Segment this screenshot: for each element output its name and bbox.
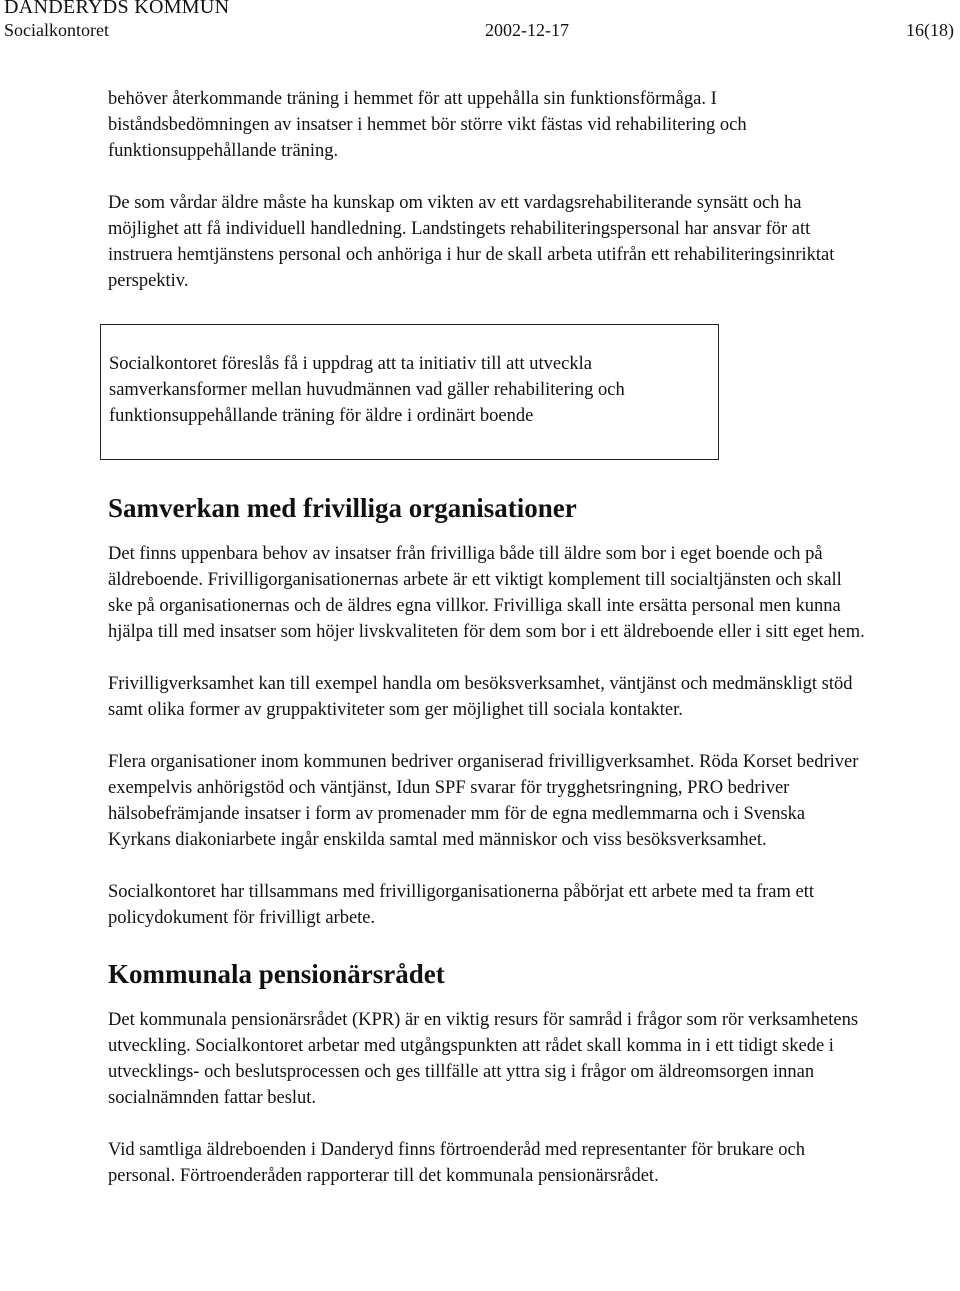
department-name: Socialkontoret [4,20,109,40]
council-paragraph-2: Vid samtliga äldreboenden i Danderyd finns förtroenderåd med representanter för brukare och personal. Förtroenderåden rapporterar till det kommunala pensionärsrådet. [108,1140,805,1186]
intro-paragraph-1: behöver återkommande träning i hemmet för att uppehålla sin funktionsförmåga. I biståndsbedömningen av insatser i hemmet bör större vikt fästas vid rehabilitering och funktionsuppehållande träning. [108,89,747,161]
volunteer-paragraph-2: Frivilligverksamhet kan till exempel handla om besöksverksamhet, väntjänst och medmänskligt stöd samt olika former av gruppaktiviteter som ger möjlighet till sociala kontakter. [108,674,853,720]
page-header [0,0,960,50]
municipality-name: DANDERYDS KOMMUN [4,0,230,18]
document-date: 2002-12-17 [485,20,569,40]
page-number: 16(18) [906,20,954,40]
section-heading-volunteer: Samverkan med frivilliga organisationer [108,493,577,523]
council-paragraph-1: Det kommunala pensionärsrådet (KPR) är en viktig resurs för samråd i frågor som rör verksamhetens utveckling. Socialkontoret arbetar med utgångspunkten att rådet skall komma in i ett tidigt skede i utvecklings- och beslutsprocessen och ges tillfälle att yttra sig i frågor om äldreomsorgen innan socialnämnden fattar beslut. [108,1010,859,1108]
volunteer-paragraph-1: Det finns uppenbara behov av insatser från frivilliga både till äldre som bor i eget boende och på äldreboende. Frivilligorganisationernas arbete är ett viktigt komplement till socialtjänsten och skall ske på organisationernas och de äldres egna villkor. Frivilliga skall inte ersätta personal men kunna hjälpa till med insatser som höjer livskvaliteten för dem som bor i ett äldreboende eller i sitt eget hem. [108,544,865,642]
volunteer-paragraph-4: Socialkontoret har tillsammans med frivilligorganisationerna påbörjat ett arbete med ta fram ett policydokument för frivilligt arbete. [108,882,815,928]
section-heading-pension-council: Kommunala pensionärsrådet [108,959,445,989]
proposal-box [100,324,719,460]
proposal-text: Socialkontoret föreslås få i uppdrag att ta initiativ till att utveckla samverkansformer mellan huvudmännen vad gäller rehabilitering och funktionsuppehållande träning för äldre i ordinärt boende [109,354,625,426]
intro-paragraph-2: De som vårdar äldre måste ha kunskap om vikten av ett vardagsrehabiliterande synsätt och ha möjlighet att få individuell handledning. Landstingets rehabiliteringspersonal har ansvar för att instruera hemtjänstens personal och anhöriga i hur de skall arbeta utifrån ett rehabiliteringsinriktat perspektiv. [108,193,835,291]
volunteer-paragraph-3: Flera organisationer inom kommunen bedriver organiserad frivilligverksamhet. Röda Korset bedriver exempelvis anhörigstöd och väntjänst, Idun SPF svarar för trygghetsringning, PRO bedriver hälsobefrämjande insatser i form av promenader mm för de egna medlemmarna och i Svenska Kyrkans diakoniarbete ingår enskilda samtal med människor och viss besöksverksamhet. [108,752,859,850]
document-body [108,86,868,1189]
